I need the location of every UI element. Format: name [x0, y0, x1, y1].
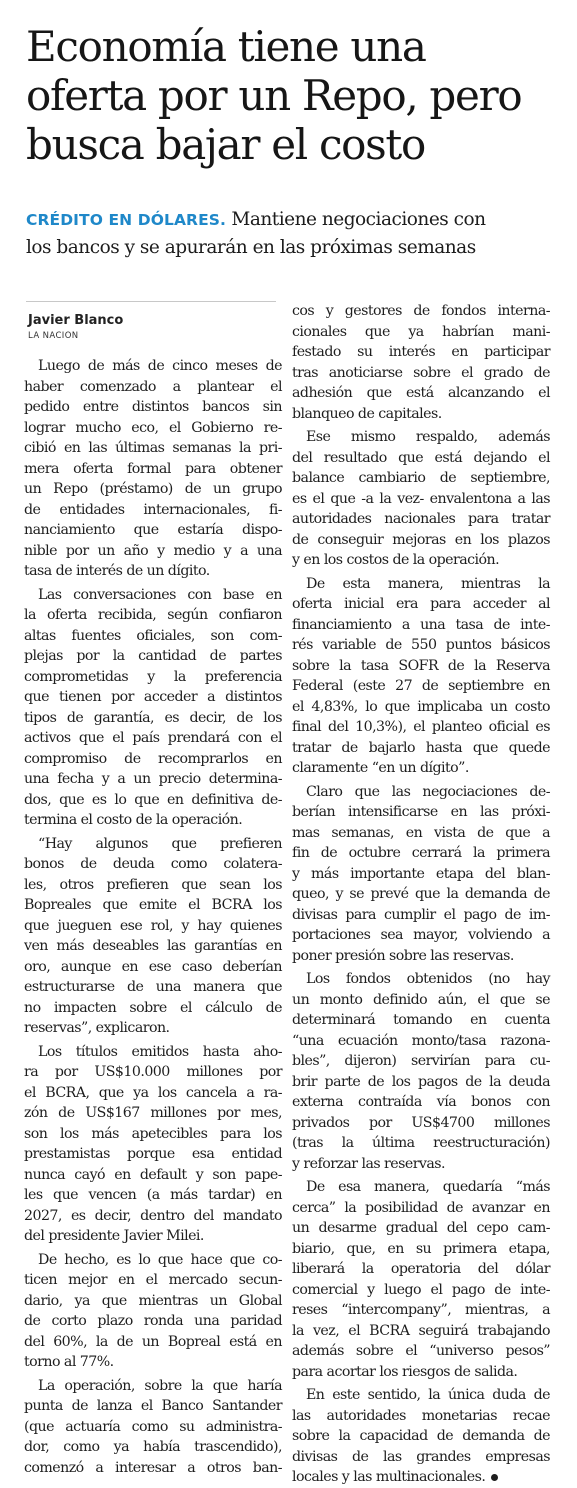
body-text-line: claramente “en un dígito”. — [292, 760, 469, 776]
body-text-line: liberará la operatoria del dólar — [292, 1261, 550, 1277]
body-text-line: lograr mucho eco, el Gobierno re- — [24, 419, 282, 436]
body-text-line: (que actuaría como su administra- — [24, 1418, 282, 1435]
body-text-line: y más importante etapa del blan- — [292, 865, 550, 882]
body-text-line: cionales que ya habrían mani- — [292, 323, 550, 340]
body-text-line: blanqueo de capitales. — [292, 405, 442, 422]
body-text-line: de corto plazo ronda una paridad — [24, 1313, 282, 1329]
body-text-line: oro, aunque en ese caso deberían — [24, 958, 282, 975]
body-text-line: prestamistas porque esa entidad — [24, 1146, 282, 1162]
body-text-line: es el que -a la vez- envalentona a las — [292, 490, 550, 507]
body-text-line: dor, como ya había trascendido), — [24, 1439, 282, 1455]
byline-author: Javier Blanco — [28, 313, 124, 328]
body-text-line: “Hay algunos que prefieren — [38, 835, 282, 852]
body-text-line: Las conversaciones con base en — [38, 586, 282, 603]
byline-outlet: LA NACION — [28, 331, 79, 341]
headline — [26, 22, 566, 169]
body-text-line: les que vencen (a más tardar) en — [24, 1187, 282, 1203]
body-text-line: tratar de bajarlo hasta que quede — [292, 739, 550, 756]
body-text-line: reservas”, explicaron. — [24, 1020, 170, 1036]
body-text-line: la vez, el BCRA seguirá trabajando — [292, 1322, 550, 1339]
body-text-line: festado su interés en participar — [292, 344, 550, 360]
body-text-line: De esa manera, quedaría “más — [306, 1179, 550, 1195]
body-text-line: berían intensificarse en las próxi- — [292, 804, 550, 820]
body-text-line: no impacten sobre el cálculo de — [24, 999, 282, 1016]
body-text-line: nunca cayó en default y son pape- — [24, 1166, 282, 1183]
body-text-line: Los títulos emitidos hasta aho- — [38, 1043, 282, 1060]
headline-line: oferta por un Repo, pero — [26, 71, 522, 120]
deck-line-1 — [26, 206, 566, 234]
body-text-line: del resultado que está dejando el — [292, 449, 550, 466]
body-text-line: (tras la última reestructuración) — [292, 1135, 550, 1151]
deck — [26, 206, 566, 261]
body-text-line: bles”, dijeron) servirían para cu- — [292, 1053, 550, 1069]
body-text-line: un desarme gradual del cepo cam- — [292, 1220, 550, 1236]
body-text-line: reses “intercompany”, mientras, a — [292, 1302, 550, 1318]
body-text-line: un monto definido aún, el que se — [292, 991, 550, 1008]
body-text-line: adhesión que está alcanzando el — [292, 385, 550, 401]
body-text-line: Luego de más de cinco meses de — [38, 358, 282, 374]
body-text-line: y en los costos de la operación. — [292, 552, 500, 568]
body-text-line: les, otros prefieren que sean los — [24, 876, 282, 893]
body-text-line: un Repo (préstamo) de un grupo — [24, 481, 282, 497]
body-text-line: para acortar los riesgos de salida. — [292, 1363, 518, 1380]
body-text-line: sobre la tasa SOFR de la Reserva — [292, 657, 550, 674]
body-text-line: 2027, es decir, dentro del mandato — [24, 1207, 282, 1224]
body-text-line: comprometidas y la preferencia — [24, 668, 282, 685]
body-text-line: dos, que es lo que en definitiva de- — [24, 791, 282, 808]
body-text-line: determinará tomando en cuenta — [292, 1012, 550, 1028]
body-text-line: el 4,83%, lo que implicaba un costo — [292, 698, 550, 715]
body-text-line: además sobre el “universo pesos” — [292, 1343, 550, 1359]
body-text-line: plejas por la cantidad de partes — [24, 648, 282, 664]
body-text-line: de conseguir mejoras en los plazos — [292, 531, 550, 548]
article-column-left — [24, 356, 282, 1478]
body-text-line: De esta manera, mientras la — [306, 575, 550, 592]
body-text-line: ven más deseables las garantías en — [24, 938, 282, 954]
body-text-line: fin de octubre cerrará la primera — [292, 845, 550, 861]
body-text-line: poner presión sobre las reservas. — [292, 947, 514, 964]
body-text-line: tipos de garantía, es decir, de los — [24, 709, 282, 726]
body-text-line: La operación, sobre la que haría — [38, 1377, 282, 1394]
body-text-line: activos que el país prendará con el — [24, 730, 282, 746]
body-text-line: divisas de las grandes empresas — [292, 1448, 550, 1465]
body-text-line: que tienen por acceder a distintos — [24, 689, 282, 705]
headline-line: busca bajar el costo — [26, 120, 425, 169]
byline-divider — [26, 301, 276, 302]
body-text-line: balance cambiario de septiembre, — [292, 470, 550, 486]
body-text-line: del 60%, la de un Bopreal está en — [24, 1333, 282, 1350]
body-text-line: biario, que, en su primera etapa, — [292, 1240, 550, 1257]
body-text-line: termina el costo de la operación. — [24, 812, 243, 828]
body-text-line: divisas para cumplir el pago de im- — [292, 906, 550, 923]
body-text-line: Los fondos obtenidos (no hay — [306, 971, 550, 987]
kicker: CRÉDITO EN DÓLARES. — [26, 211, 227, 229]
body-text-line: portaciones sea mayor, volviendo a — [292, 927, 550, 943]
body-text-line: zón de US$167 millones por mes, — [24, 1105, 282, 1121]
body-text-line: mera oferta formal para obtener — [24, 460, 282, 477]
deck-text: Mantiene negociaciones con — [226, 209, 486, 230]
body-text-line: externa contraída vía bonos con — [292, 1094, 550, 1110]
body-text-line: torno al 77%. — [24, 1354, 114, 1370]
body-text-line: son los más apetecibles para los — [24, 1125, 282, 1142]
body-text-line: altas fuentes oficiales, son com- — [24, 627, 282, 644]
body-text-line: el BCRA, que ya los cancela a ra- — [24, 1084, 282, 1101]
body-text-line: ra por US$10.000 millones por — [24, 1064, 282, 1080]
deck-line-2: los bancos y se apurarán en las próximas semanas — [26, 237, 476, 258]
body-text-line: de entidades internacionales, fi- — [24, 501, 282, 518]
body-text-line: pedido entre distintos bancos sin — [24, 399, 282, 415]
body-text-line: tasa de interés de un dígito. — [24, 563, 210, 579]
body-text-line: oferta inicial era para acceder al — [292, 596, 550, 612]
body-text-line: haber comenzado a plantear el — [24, 378, 282, 395]
body-text-line: financiamiento a una tasa de inte- — [292, 616, 550, 633]
body-text-line: del presidente Javier Milei. — [24, 1228, 204, 1244]
body-text-line: brir parte de los pagos de la deuda — [292, 1073, 550, 1090]
body-text-line: nible por un año y medio y a una — [24, 542, 282, 559]
body-text-line: que jueguen ese rol, y hay quienes — [24, 917, 282, 934]
body-text-line: locales y las multinacionales. — [292, 1467, 550, 1488]
body-text-line: final del 10,3%), el planteo oficial es — [292, 719, 550, 735]
body-text-line: compromiso de recomprarlos en — [24, 750, 282, 767]
body-text-line: queo, y se prevé que la demanda de — [292, 886, 550, 902]
body-text-line: bonos de deuda como colatera- — [24, 856, 282, 872]
body-text-line: cos y gestores de fondos interna- — [292, 303, 550, 319]
body-text-line: rés variable de 550 puntos básicos — [292, 637, 550, 653]
body-text-line: punta de lanza el Banco Santander — [24, 1398, 282, 1414]
article-column-right — [292, 301, 550, 1488]
body-text-line: cerca” la posibilidad de avanzar en — [292, 1199, 550, 1216]
body-text-line: estructurarse de una manera que — [24, 979, 282, 995]
body-text-line: ticen mejor en el mercado secun- — [24, 1272, 282, 1288]
body-text-line: cibió en las últimas semanas la pri- — [24, 440, 282, 456]
body-text-line: sobre la capacidad de demanda de — [292, 1428, 550, 1444]
body-text-line: Ese mismo respaldo, además — [306, 429, 550, 445]
body-text-line: comenzó a interesar a otros ban- — [24, 1459, 282, 1476]
body-text-line: privados por US$4700 millones — [292, 1114, 550, 1131]
body-text-line: De hecho, es lo que hace que co- — [38, 1251, 282, 1268]
body-text-line: “una ecuación monto/tasa razona- — [292, 1032, 550, 1049]
body-text-line: y reforzar las reservas. — [292, 1155, 445, 1172]
body-text-line: Federal (este 27 de septiembre en — [292, 678, 550, 694]
body-text-line: tras anoticiarse sobre el grado de — [292, 364, 550, 381]
body-text-line: Claro que las negociaciones de- — [306, 783, 550, 800]
body-text-line: autoridades nacionales para tratar — [292, 511, 550, 527]
body-text-line: dario, ya que mientras un Global — [24, 1292, 282, 1309]
body-text-line: las autoridades monetarias recae — [292, 1407, 550, 1424]
body-text-line: Bopreales que emite el BCRA los — [24, 897, 282, 913]
body-text-line: comercial y luego el pago de inte- — [292, 1281, 550, 1298]
headline-line: Economía tiene una — [26, 22, 426, 71]
body-text-line: nanciamiento que estaría dispo- — [24, 522, 282, 538]
body-text-line: mas semanas, en vista de que a — [292, 824, 550, 841]
body-text-line: En este sentido, la única duda de — [306, 1387, 550, 1403]
body-text-line: una fecha y a un precio determina- — [24, 771, 282, 787]
end-of-article-icon — [491, 1474, 498, 1481]
body-text-line: la oferta recibida, según confiaron — [24, 607, 282, 623]
